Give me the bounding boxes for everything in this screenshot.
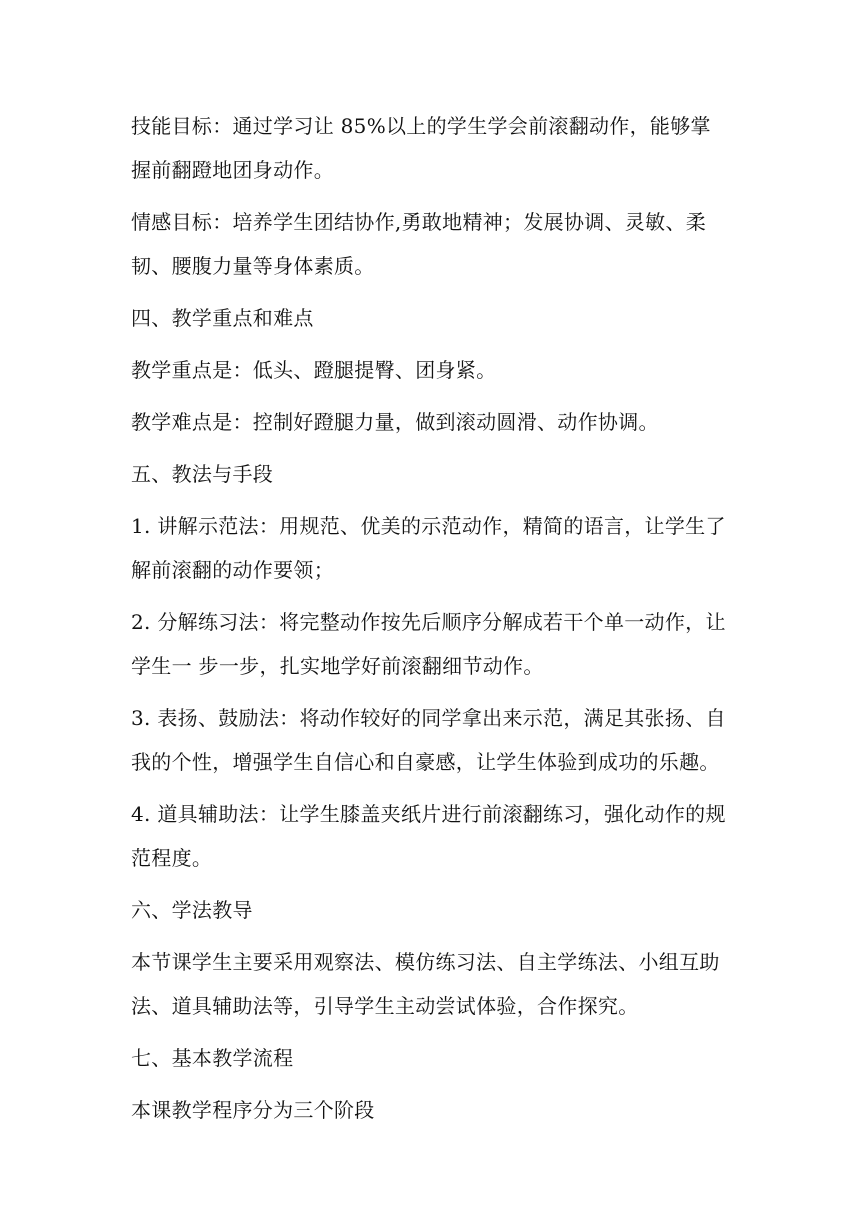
paragraph-skill-goal: 技能目标：通过学习让 85%以上的学生学会前滚翻动作，能够掌握前翻蹬地团身动作。 — [131, 114, 711, 182]
heading-learning-guidance: 六、学法教导 — [131, 898, 253, 922]
paragraph-key-point: 教学重点是：低头、蹬腿提臀、团身紧。 — [131, 358, 497, 382]
heading-key-points: 四、教学重点和难点 — [131, 306, 314, 330]
heading-methods: 五、教法与手段 — [131, 462, 274, 486]
paragraph-emotion-goal: 情感目标：培养学生团结协作,勇敢地精神；发展协调、灵敏、柔韧、腰腹力量等身体素质。 — [131, 210, 707, 278]
list-item-method-4: 4. 道具辅助法：让学生膝盖夹纸片进行前滚翻练习，强化动作的规范程度。 — [131, 802, 726, 870]
document-body — [131, 104, 731, 1140]
paragraph-learning-methods: 本节课学生主要采用观察法、模仿练习法、自主学练法、小组互助法、道具辅助法等，引导学生主动尝试体验，合作探究。 — [131, 950, 720, 1018]
paragraph-difficulty: 教学难点是：控制好蹬腿力量，做到滚动圆滑、动作协调。 — [131, 410, 659, 434]
heading-teaching-flow: 七、基本教学流程 — [131, 1046, 294, 1070]
paragraph-stages: 本课教学程序分为三个阶段 — [131, 1098, 375, 1122]
list-item-method-3: 3. 表扬、鼓励法：将动作较好的同学拿出来示范，满足其张扬、自我的个性，增强学生自信心和自豪感，让学生体验到成功的乐趣。 — [131, 706, 726, 774]
list-item-method-1: 1. 讲解示范法：用规范、优美的示范动作，精简的语言，让学生了解前滚翻的动作要领； — [131, 514, 726, 582]
list-item-method-2: 2. 分解练习法：将完整动作按先后顺序分解成若干个单一动作，让学生一 步一步，扎实地学好前滚翻细节动作。 — [131, 610, 726, 678]
